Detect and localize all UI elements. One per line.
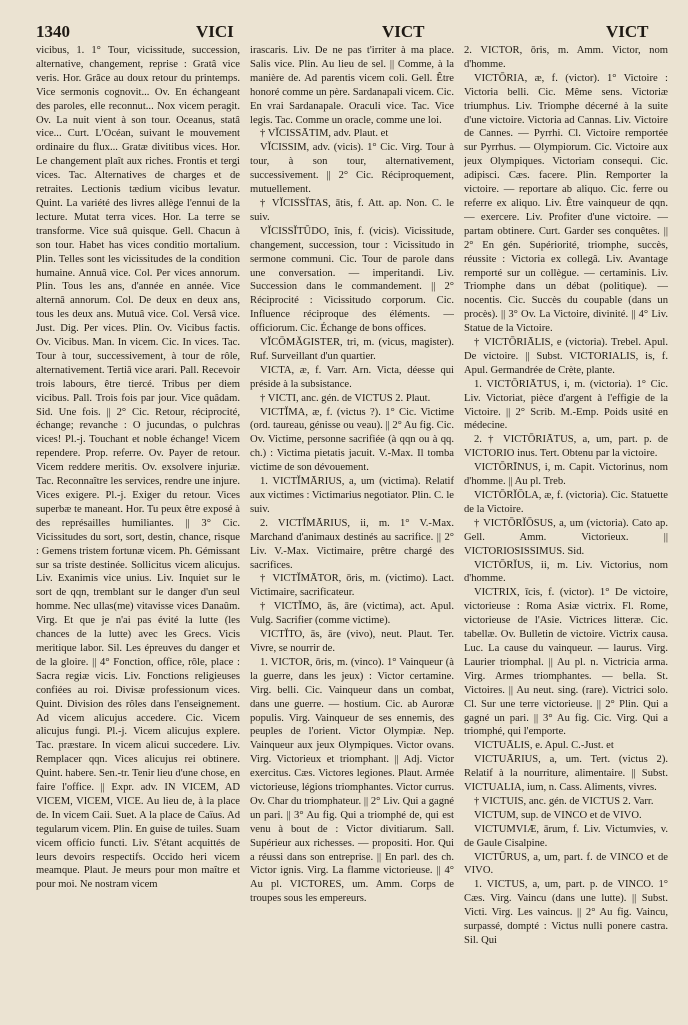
dictionary-entry: VICTUM, sup. de VINCO et de VIVO. <box>474 809 642 821</box>
dictionary-entry: † VICTŌRIĀLIS, e (victoria). Trebel. Apul. De victoire. || Subst. VICTORIALIS, is, f. Apul. Germandrée de Crète, plante. <box>464 337 668 376</box>
dictionary-entry: 2. VICTĬMĀRIUS, ii, m. 1° V.-Max. Marchand d'animaux destinés au sacrifice. || 2° Liv. V.-Max. Victimaire, prêtre chargé des sacrifices. <box>250 517 454 571</box>
dictionary-entry: VICTRIX, īcis, f. (victor). 1° De victoire, victorieuse : Roma Asiæ victrix. Fl. Rome, victorieuse de l'Asie. Victrices litteræ. Cic. tabellæ. Ov. Bulletin de victoire. Victrix causa. Luc. La cause du vainqueur. — laurus. Virg. Laurier triomphal. || Au pl. n. Victricia arma. Virg. Armes triomphantes. — bella. St. Victoires. || Au neut. sing. (rare). Victrici solo. Cl. Sur une terre victorieuse. || 2° Plin. Qui a gagné un pari. || 3° Au fig. Cic. Virg. Qui a triomphé, qui l'emporte. <box>464 587 668 738</box>
dictionary-entry: VĬCISSĬTŪDO, ĭnis, f. (vicis). Vicissitude, changement, succession, tour : Vicissitudo in sermone communi. Cic. Tour de parole dans une conversation. — imperitandi. Liv. Succession dans le commandement. || 2° Réciprocité : Vicissitudo corporum. Cic. Influence réciproque des éléments. — officiorum. Cic. Échange de bons offices. <box>250 225 454 335</box>
column-right <box>464 44 668 1012</box>
dictionary-entry: † VĬCISSĬTAS, ātis, f. Att. ap. Non. C. le suiv. <box>250 197 454 223</box>
dictionary-entry: 1. VICTŌRIĀTUS, i, m. (victoria). 1° Cic. Liv. Victoriat, pièce d'argent à l'effigie de la Victoire. || 2° Scrib. M.-Emp. Poids usité en médecine. <box>464 378 668 432</box>
dictionary-entry: VICTŪRUS, a, um, part. f. de VINCO et de VIVO. <box>464 851 668 877</box>
dictionary-entry: VICTUMVIÆ, ārum, f. Liv. Victumvies, v. de Gaule Cisalpine. <box>464 823 668 849</box>
dictionary-entry: † VICTUIS, anc. gén. de VICTUS 2. Varr. <box>474 795 654 807</box>
dictionary-entry: 1. VICTOR, ōris, m. (vinco). 1° Vainqueur (à la guerre, dans les jeux) : Victor certamine. Virg. belli. Cic. Vainqueur dans un combat, dans une guerre. — hostium. Cic. ab Auroræ populis. Virg. Vainqueur de ses ennemis, des peuples de l'orient. Victor Olympiæ. Nep. Vainqueur aux jeux Olympiques. Victor ovans. Virg. Victorieux et triomphant. || Adj. Victor exercitus. Cæs. Victores legiones. Plaut. Armée victorieuse, légions triomphantes. Victor currus. Ov. Char du triomphateur. || 2° Liv. Qui a gagné un pari. || 3° Au fig. Qui a triomphé de, qui est venu à bout de : Victor divitiarum. Sall. Supérieur aux richesses. — propositi. Hor. Qui a réussi dans son entreprise. || En parl. des ch. Victor ignis. Virg. La flamme victorieuse. || 4° Au pl. VICTORES, um. Amm. Corps de troupes sous les empereurs. <box>250 656 454 905</box>
dictionary-entry: † VICTI, anc. gén. de VICTUS 2. Plaut. <box>260 392 431 404</box>
running-head-right: VICT <box>606 22 649 41</box>
dictionary-entry: VICTĬMA, æ, f. (victus ?). 1° Cic. Victime (ord. taureau, génisse ou veau). || 2° Au fig. Cic. Ov. Victime, personne sacrifiée (à qqn ou à qq. ch.) : Victima pietatis jacuit. V.-Max. Il tomba victime de son dévouement. <box>250 406 454 474</box>
dictionary-entry: VICTŌRIA, æ, f. (victor). 1° Victoire : Victoria belli. Cic. Même sens. Victoriæ triumphus. Liv. Triomphe décerné à la suite d'une victoire. Victoria ad Cannas. Liv. Victoire de Cannes. — Pyrrhi. Cl. Victoire remportée sur Pyrrhus. — Olympiorum. Cic. Victoire aux jeux Olympiques. Victoriam consequi. Cic. adipisci. Cæs. facere. Plin. Remporter la victoire. — reportare ab aliquo. Cic. ferre ou referre ex aliquo. Liv. Être vainqueur de qqn. — exercere. Liv. Profiter d'une victoire. — partam obtinere. Curt. Garder ses conquêtes. || 2° En gén. Supériorité, triomphe, succès, réussite : Victoria ex collegâ. Liv. Avantage remporté sur un collègue. — certaminis. Liv. Triomphe dans un débat (politique). — nocentis. Cic. Succès du coupable (dans un procès). || 3° Ov. La Victoire, divinité. || 4° Liv. Statue de la Victoire. <box>464 72 668 335</box>
dictionary-entry: irascaris. Liv. De ne pas t'irriter à ma place. Salis vice. Plin. Au lieu de sel. || Comme, à la manière de. Ad parentis vicem coli. Gell. Être honoré comme un père. Sardanapali vicem. Cic. En vrai Sardanapale. Oraculi vice. Tac. Vice legis. Tac. Comme un oracle, comme une loi. <box>250 45 454 126</box>
dictionary-entry: VĬCISSIM, adv. (vicis). 1° Cic. Virg. Tour à tour, à son tour, alternativement, successivement. || 2° Cic. Réciproquement, mutuellement. <box>250 142 454 196</box>
dictionary-entry: 1. VICTUS, a, um, part. p. de VINCO. 1° Cæs. Virg. Vaincu (dans une lutte). || Subst. Victi. Virg. Les vaincus. || 2° Au fig. Vaincu, surpassé, dompté : Victus nulli ponere castra. Sil. Qui <box>464 879 668 946</box>
dictionary-entry: † VICTĬMO, ās, āre (victima), act. Apul. Vulg. Sacrifier (comme victime). <box>250 601 454 627</box>
dictionary-entry: VICTA, æ, f. Varr. Arn. Victa, déesse qui préside à la subsistance. <box>250 364 454 390</box>
dictionary-entry: VICTUĀRIUS, a, um. Tert. (victus 2). Relatif à la nourriture, alimentaire. || Subst. VICTUALIA, ium, n. Cass. Aliments, vivres. <box>464 754 668 794</box>
text-columns <box>36 44 668 1012</box>
dictionary-entry: 2. VICTOR, ōris, m. Amm. Victor, nom d'homme. <box>464 45 668 70</box>
column-left <box>36 44 240 1012</box>
dictionary-entry: † VICTŌRĬŌSUS, a, um (victoria). Cato ap. Gell. Amm. Victorieux. || VICTORIOSISSIMUS. Sid. <box>464 517 668 557</box>
dictionary-entry: VICTĬTO, ās, āre (vivo), neut. Plaut. Ter. Vivre, se nourrir de. <box>250 629 454 654</box>
dictionary-entry: vicibus, 1. 1° Tour, vicissitude, succession, alternative, changement, reprise : Gratâ vice veris. Hor. Grâce au doux retour du printemps. Vice sermonis cognovit... Ov. En échangeant des paroles, elle reconnut... Nox vicem peragit. Ov. La nuit vient à son tour. Oceanus, statâ vice... Curt. L'Océan, suivant le mouvement ordinaire du flux... Gratæ divitibus vices. Hor. Le changement plaît aux riches. Frontis et tergi vices. Tac. Alternatives de charges et de retraites. Lectionis tædium vicibus levatur. Quint. La variété des livres allège l'ennui de la lecture. Mutat terra vices. Hor. La terre se transforme. Vice suâ quisque. Gell. Chacun à son tour. Habet has vices conditio mortalium. Plin. Telles sont les vicissitudes de la condition humaine. Annuâ vice. Col. Per vices annorum. Plin. Tous les ans, d'année en année. Vice alternâ annorum. Col. De deux en deux ans, tous les deux ans. Mutuâ vice. Col. Versâ vice. Just. Dig. Per vices. Plin. Ov. Vicibus factis. Ov. Vicibus. Man. In vicem. Cic. In vices. Tac. Tour à tour, successivement, à tour de rôle, alternativement. Tertiâ vice arari. Pall. Recevoir trois labours, être tiercé. Tribus per diem vicibus. Pall. Trois fois par jour. Vice quâdam. Sid. Une fois. || 2° Cic. Retour, réciprocité, échange; revanche : O jucundas, o pulchras vices! Pl.-j. Touchant et noble échange! Vicem rependere. Prop. referre. Ov. Payer de retour. Vicem reddere meritis. Ov. exsolvere injuriæ. Tac. Reconnaître les services, rendre une injure. Vices exigere. Pl.-j. Exiger du retour. Vices superbæ te maneant. Hor. Tu peux être exposé à des représailles humiliantes. || 3° Cic. Vicissitudes du sort, sort, destin, chance, risque : Gemens tristem fortunæ vicem. Ph. Gémissant sur sa triste destinée. Sollicitus vicem alicujus. Liv. Exanimis vice unius. Liv. Inquiet sur le sort de qqn, tremblant sur le danger d'un seul homme. Nec ullas(me) vitavisse vices Danaûm. Virg. Et que je n'ai pas évité la lutte (les chances de la lutte) avec les Grecs. Vicis meritique labor. Sil. Les épreuves du danger et de la gloire. || 4° Fonction, office, rôle, place : Sacra regiæ vicis. Liv. Fonctions religieuses confiées au roi. Divisæ professionum vices. Quint. Division des rôles dans l'enseignement. Ad vicem alicujus accedere. Cic. Vicem alicujus fungi. Pl.-j. Vicem alicujus explere. Tac. præstare. In vicem alicui succedere. Liv. Remplacer qqn. Vices alicujus rei obtinere. Quint. habere. Sen.-tr. Tenir lieu d'une chose, en faire l'office. || Expr. adv. IN VICEM, AD VICEM, VICEM, VICE. Au lieu de, à la place de. In vicem Caii. Suet. A la place de Caïus. Ad tegularum vicem. Plin. En guise de tuiles. Suam vicem officio functi. Liv. S'étant acquittés de leurs devoirs respectifs. Occido heri vicem meamque. Plaut. Je meurs pour mon maître et pour moi. Ne nostram vicem <box>36 45 240 891</box>
dictionary-entry: 1. VICTĬMĀRIUS, a, um (victima). Relatif aux victimes : Victimarius negotiator. Plin. C. le suiv. <box>250 476 454 515</box>
dictionary-entry: † VICTĬMĀTOR, ōris, m. (victimo). Lact. Victimaire, sacrificateur. <box>250 573 454 599</box>
dictionary-entry: VICTŌRĬUS, ii, m. Liv. Victorius, nom d'homme. <box>464 559 668 585</box>
dictionary-entry: 2. † VICTŌRIĀTUS, a, um, part. p. de VICTORIO inus. Tert. Obtenu par la victoire. <box>464 434 668 460</box>
running-head-center: VICT <box>382 22 425 41</box>
page-number: 1340 <box>36 22 70 41</box>
dictionary-entry: † VĬCISSĀTIM, adv. Plaut. et <box>260 128 389 140</box>
dictionary-entry: VICTŌRĪNUS, i, m. Capit. Victorinus, nom d'homme. || Au pl. Treb. <box>464 462 668 488</box>
page-header <box>0 18 688 44</box>
dictionary-entry: VĬCŌMĂGISTER, tri, m. (vicus, magister). Ruf. Surveillant d'un quartier. <box>250 337 454 362</box>
dictionary-entry: VICTŌRĬŎLA, æ, f. (victoria). Cic. Statuette de la Victoire. <box>464 490 668 515</box>
dictionary-entry: VICTUĀLIS, e. Apul. C.-Just. et <box>474 740 614 752</box>
column-middle <box>250 44 454 1012</box>
running-head-left: VICI <box>196 22 234 41</box>
